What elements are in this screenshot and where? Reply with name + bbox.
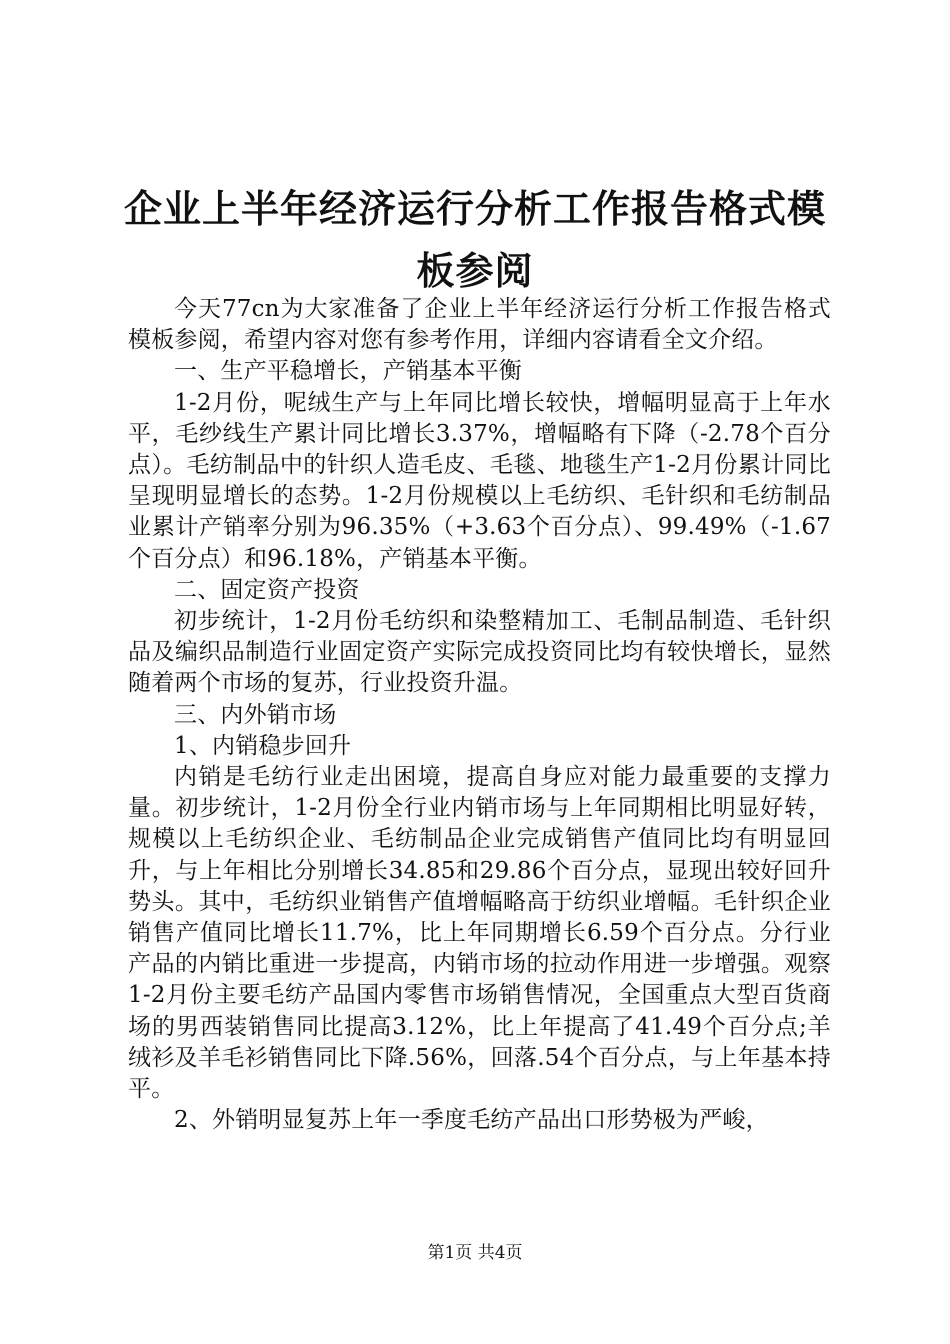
page-footer: 第1页 共4页 [427,1243,523,1263]
section-heading-production: 一、生产平稳增长，产销基本平衡 [174,358,522,385]
investment-paragraph: 初步统计，1-2月份毛纺织和染整精加工、毛制品制造、毛针织品及编织品制造行业固定资产实际完成投资同比均有较快增长，显然随着两个市场的复苏，行业投资升温。 [128,608,831,697]
domestic-sales-paragraph: 内销是毛纺行业走出困境，提高自身应对能力最重要的支撑力量。初步统计，1-2月份全行业内销市场与上年同期相比明显好转，规模以上毛纺织企业、毛纺制品企业完成销售产值同比均有明显回升，与上年相比分别增长34.85和29.86个百分点，显现出较好回升势头。其中，毛纺织业销售产值增幅略高于纺织业增幅。毛针织企业销售产值同比增长11.7%，比上年同期增长6.59个百分点。分行业产品的内销比重进一步提高，内销市场的拉动作用进一步增强。观察1-2月份主要毛纺产品国内零售市场销售情况，全国重点大型百货商场的男西装销售同比提高3.12%，比上年提高了41.49个百分点;羊绒衫及羊毛衫销售同比下降.56%，回落.54个百分点，与上年基本持平。 [128,764,831,1103]
production-paragraph: 1-2月份，呢绒生产与上年同比增长较快，增幅明显高于上年水平，毛纱线生产累计同比增长3.37%，增幅略有下降（-2.78个百分点）。毛纺制品中的针织人造毛皮、毛毯、地毯生产1-2月份累计同比呈现明显增长的态势。1-2月份规模以上毛纺织、毛针织和毛纺制品业累计产销率分别为96.35%（+3.63个百分点）、99.49%（-1.67个百分点）和96.18%，产销基本平衡。 [128,389,831,572]
intro-paragraph: 今天77cn为大家准备了企业上半年经济运行分析工作报告格式模板参阅，希望内容对您有参考作用，详细内容请看全文介绍。 [128,296,831,354]
document-title: 企业上半年经济运行分析工作报告格式模板参阅 [123,187,826,293]
document-body [128,294,831,1136]
section-heading-investment: 二、固定资产投资 [174,576,360,603]
export-sales-paragraph: 2、外销明显复苏上年一季度毛纺产品出口形势极为严峻， [174,1107,769,1134]
subheading-domestic-sales: 1、内销稳步回升 [174,732,352,759]
section-heading-market: 三、内外销市场 [174,701,337,728]
